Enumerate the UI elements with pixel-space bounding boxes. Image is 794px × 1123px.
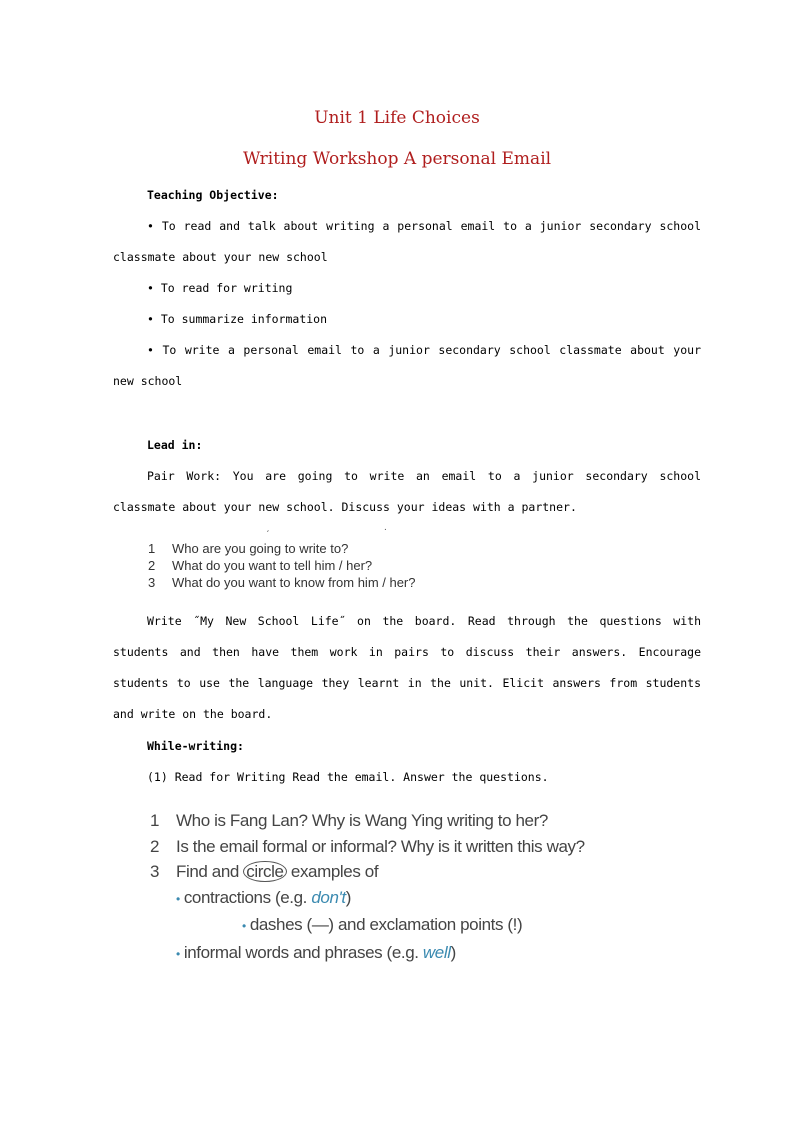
page-title: Unit 1 Life Choices bbox=[314, 108, 480, 128]
pair-question: 2 What do you want to tell him / her? bbox=[148, 558, 373, 573]
lead-in-text: Pair Work: You are going to write an email to a junior secondary school classmate about your new school. Discuss your ideas with a partner. bbox=[113, 469, 701, 514]
email-subitem-row: • informal words and phrases (e.g. well) bbox=[176, 942, 456, 962]
page-subtitle: Writing Workshop A personal Email bbox=[242, 149, 552, 169]
scan-mark: ˏ bbox=[266, 522, 270, 533]
email-question: 3 Find and circle examples of bbox=[150, 862, 379, 881]
bullet-icon: • bbox=[242, 919, 246, 933]
email-subitem-row: • contractions (e.g. don't) • dashes (—) and exclamation points (!) bbox=[176, 887, 523, 934]
write-instructions: Write ˝My New School Life˝ on the board. Read through the questions with students and then have them work in pairs to discuss their answers. Encourage students to use the language they learnt in the unit. Elicit answers from students and write on the board. bbox=[113, 614, 701, 721]
pair-questions-image bbox=[148, 540, 568, 591]
pair-question: 1 Who are you going to write to? bbox=[148, 541, 349, 556]
circled-word: circle bbox=[243, 861, 286, 882]
scan-mark: . bbox=[384, 522, 387, 533]
email-questions-image bbox=[150, 808, 670, 967]
objective-heading: Teaching Objective: bbox=[147, 188, 279, 202]
objective-3: • To summarize information bbox=[147, 312, 328, 326]
email-question: 1 Who is Fang Lan? Why is Wang Ying writing to her? bbox=[150, 811, 548, 830]
pair-question: 3 What do you want to know from him / her? bbox=[148, 575, 416, 590]
bullet-icon: • bbox=[176, 946, 180, 961]
lead-in-heading: Lead in: bbox=[147, 438, 203, 452]
while-writing-heading: While-writing: bbox=[147, 739, 244, 753]
objective-2: • To read for writing bbox=[147, 281, 293, 295]
email-question: 2 Is the email formal or informal? Why is it written this way? bbox=[150, 836, 585, 856]
objective-1: • To read and talk about writing a personal email to a junior secondary school classmate about your new school bbox=[113, 219, 701, 264]
while-writing-text: (1) Read for Writing Read the email. Answer the questions. bbox=[147, 770, 549, 784]
objective-4: • To write a personal email to a junior secondary school classmate about your new school bbox=[113, 343, 701, 388]
bullet-icon: • bbox=[176, 891, 180, 906]
